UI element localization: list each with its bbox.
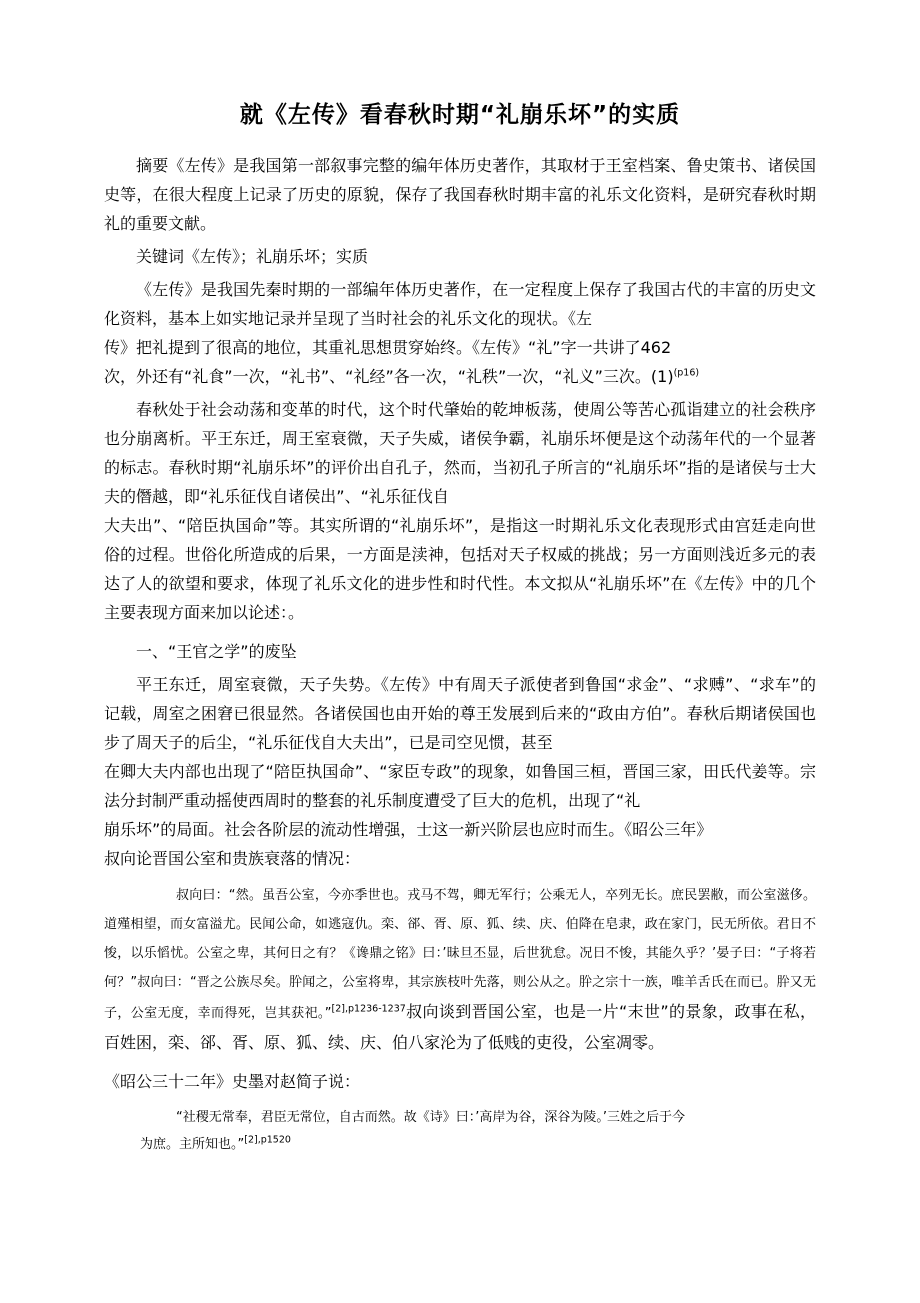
document-title: 就《左传》看春秋时期“礼崩乐坏”的实质 xyxy=(239,102,681,128)
body-text: 平王东迁，周室衰微，天子失势。《左传》中有周天子派使者到鲁国“求金”、“求赙”、“求车”的记载，周室之困窘已很显然。各诸侯国也由开始的尊王发展到后来的“政由方伯”。春秋后期诸侯国也步了周天子的后尘，“礼乐征伐自大夫出”，已是司空见惯，甚至 xyxy=(104,675,816,752)
keywords-paragraph xyxy=(104,242,816,271)
citation-superscript: [2],p1236-1237 xyxy=(331,1003,406,1015)
body-text: 叔向论晋国公室和贵族衰落的情况： xyxy=(104,849,361,868)
body-text: 《昭公三十二年》史墨对赵简子说： xyxy=(104,1072,361,1091)
quote-shuxiang xyxy=(104,881,816,1059)
quote-text: ’昧旦丕显，后世犹怠。况日不悛，其能久乎？’晏子曰：“子将若何？”叔向曰：“晋之公族尽矣。肸闻之，公室将卑，其宗族枝叶先落，则公从之。肸之宗十一族，唯羊舌氏在而已。肸又无子，公室无度，幸而得死，岂其获祀。” xyxy=(104,946,816,1021)
body-text: 摘要《左传》是我国第一部叙事完整的编年体历史著作，其取材于王室档案、鲁史策书、诸侯国史等，在很大程度上记录了历史的原貌，保存了我国春秋时期丰富的礼乐文化资料，是研究春秋时期礼的重要文献。 xyxy=(104,156,816,233)
quote-text: 为庶。主所知也。” xyxy=(140,1137,245,1152)
body-text: 一、“王官之学”的废坠 xyxy=(136,642,297,661)
body-text: 大夫出”、“陪臣执国命”等。其实所谓的“礼崩乐坏”，是指这一时期礼乐文化表现形式由宫廷走向世俗的过程。世俗化所造成的后果，一方面是渎神，包括对天子权威的挑战；另一方面则浅近多元的表达了人的欲望和要求，体现了礼乐文化的进步性和时代性。本文拟从“礼崩乐坏”在《左传》中的几个主要表现方面来加以论述：。 xyxy=(104,516,816,622)
section-1-paragraph xyxy=(104,670,816,873)
section-heading-1 xyxy=(104,637,816,666)
body-text: 春秋处于社会动荡和变革的时代，这个时代肇始的乾坤板荡，使周公等苦心孤诣建立的社会秩序也分崩离析。平王东迁，周王室衰微，天子失威，诸侯争霸，礼崩乐坏便是这个动荡年代的一个显著的标志。春秋时期“礼崩乐坏”的评价出自孔子，然而，当初孔子所言的“礼崩乐坏”指的是诸侯与士大夫的僭越，即“礼乐征伐自诸侯出”、“礼乐征伐自 xyxy=(104,400,816,506)
body-text: 在卿大夫内部也出现了“陪臣执国命”、“家臣专政”的现象，如鲁国三桓，晋国三家，田氏代姜等。宗法分封制严重动摇使西周时的整套的礼乐制度遭受了巨大的危机，出现了“礼 xyxy=(104,762,816,810)
background-paragraph xyxy=(104,395,816,627)
citation-superscript: (p16) xyxy=(673,367,700,379)
abstract-paragraph xyxy=(104,151,816,238)
body-text: 关键词《左传》；礼崩乐坏；实质 xyxy=(136,247,369,266)
intro-paragraph xyxy=(104,275,816,391)
quote-text: “社稷无常奉，君臣无常位，自古而然。故《诗》曰：’高岸为谷，深谷为陵。’三姓之后于今 xyxy=(176,1110,686,1125)
quote-shimo xyxy=(140,1104,746,1158)
body-text: 传》把礼提到了很高的地位，其重礼思想贯穿始终。《左传》“礼”字一共讲了462 xyxy=(104,338,672,357)
citation-superscript: [2],p1520 xyxy=(244,1134,291,1146)
body-text: 次，外还有“礼食”一次，“礼书”、“礼经”各一次，“礼秩”一次，“礼义”三次。(1) xyxy=(104,367,674,386)
body-text: 《左传》是我国先秦时期的一部编年体历史著作，在一定程度上保存了我国古代的丰富的历史文化资料，基本上如实地记录并呈现了当时社会的礼乐文化的现状。《左 xyxy=(104,280,816,328)
quote-text: 叔向曰：“然。虽吾公室，今亦季世也。戎马不驾，卿无军行；公乘无人，卒列无长。庶民罢敝，而公室滋侈。道殣相望，而女富溢尤。民闻公命，如逃寇仇。栾、郤、胥、原、狐、续、庆、伯降在皂隶，政在家门，民无所依。君日不悛，以乐慆忧。公室之卑，其何日之有？《谗鼎之铭》曰： xyxy=(104,888,816,961)
zhaogong-32-paragraph xyxy=(104,1067,816,1096)
document-body xyxy=(104,151,816,1158)
body-text: 叔向谈到晋国公室，也是一片“末世”的景象，政事在私，百姓困，栾、郤、胥、原、狐、续、庆、伯八家沦为了低贱的吏役，公室凋零。 xyxy=(104,1002,816,1052)
body-text: 崩乐坏”的局面。社会各阶层的流动性增强，士这一新兴阶层也应时而生。《昭公三年》 xyxy=(104,820,713,839)
